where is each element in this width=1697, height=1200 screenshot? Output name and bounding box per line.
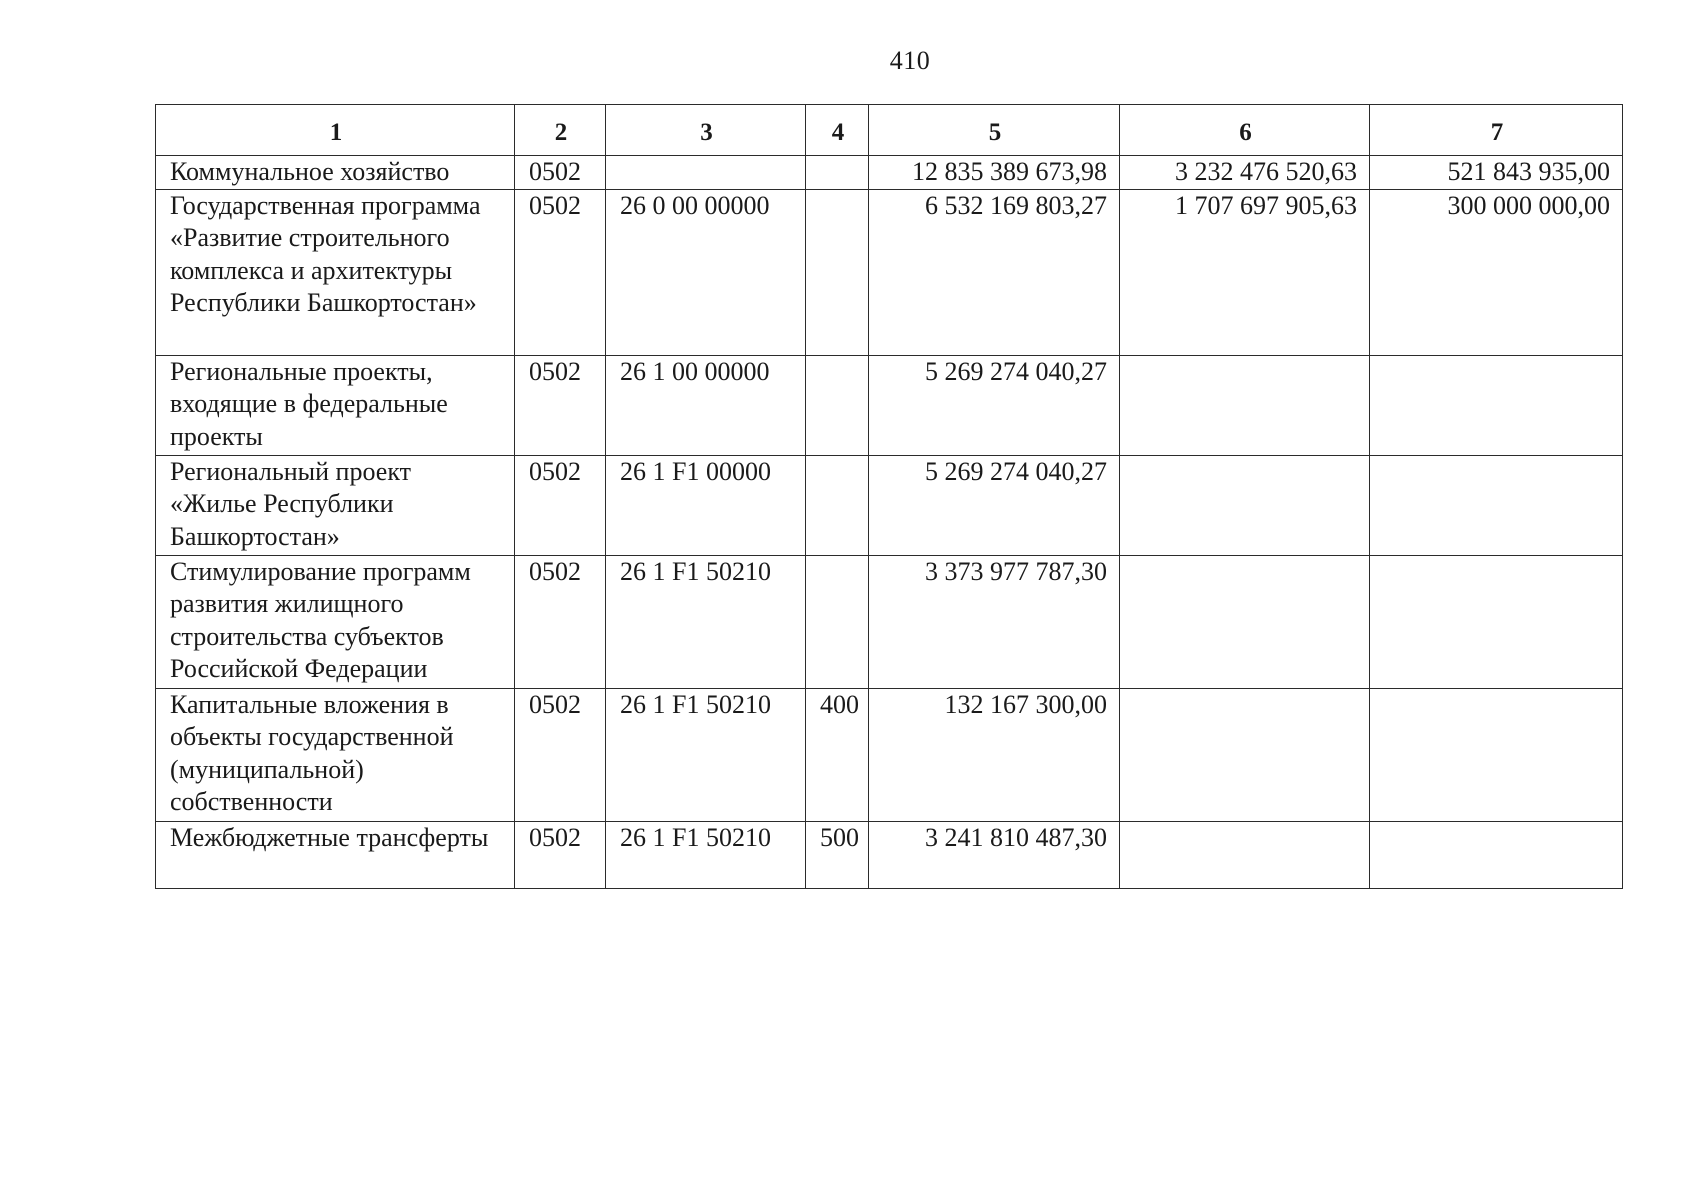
page-number: 410 [889, 46, 931, 75]
amount-col7-cell [1370, 355, 1623, 455]
table-row [156, 688, 1623, 821]
table-row [156, 555, 1623, 688]
amount-col7-cell [1370, 455, 1623, 555]
section-code-cell: 0502 [515, 189, 606, 355]
column-header: 7 [1370, 105, 1623, 156]
target-article-cell: 26 1 F1 50210 [606, 821, 806, 888]
expense-type-cell [806, 555, 869, 688]
target-article-cell: 26 1 F1 50210 [606, 688, 806, 821]
item-name-cell: Межбюджетные трансферты [156, 821, 515, 888]
item-name-cell: Коммунальное хозяйство [156, 156, 515, 190]
amount-col6-cell [1120, 688, 1370, 821]
target-article-cell [606, 156, 806, 190]
table-row [156, 189, 1623, 355]
amount-col7-cell [1370, 688, 1623, 821]
table-header-row [156, 105, 1623, 156]
section-code-cell: 0502 [515, 821, 606, 888]
column-header: 1 [156, 105, 515, 156]
amount-col6-cell: 1 707 697 905,63 [1120, 189, 1370, 355]
expense-type-cell: 500 [806, 821, 869, 888]
amount-col7-cell [1370, 555, 1623, 688]
amount-col5-cell: 5 269 274 040,27 [869, 355, 1120, 455]
section-code-cell: 0502 [515, 156, 606, 190]
amount-col7-cell: 521 843 935,00 [1370, 156, 1623, 190]
amount-col7-cell [1370, 821, 1623, 888]
item-name-cell: Региональный проект «Жилье Республики Башкортостан» [156, 455, 515, 555]
target-article-cell: 26 1 F1 00000 [606, 455, 806, 555]
amount-col5-cell: 3 373 977 787,30 [869, 555, 1120, 688]
amount-col6-cell [1120, 355, 1370, 455]
item-name-cell: Стимулирование программ развития жилищного строительства субъектов Российской Федерации [156, 555, 515, 688]
expense-type-cell: 400 [806, 688, 869, 821]
amount-col6-cell [1120, 821, 1370, 888]
amount-col5-cell: 5 269 274 040,27 [869, 455, 1120, 555]
column-header: 6 [1120, 105, 1370, 156]
section-code-cell: 0502 [515, 355, 606, 455]
table-row [156, 355, 1623, 455]
amount-col6-cell [1120, 455, 1370, 555]
section-code-cell: 0502 [515, 455, 606, 555]
column-header: 5 [869, 105, 1120, 156]
expense-type-cell [806, 355, 869, 455]
section-code-cell: 0502 [515, 688, 606, 821]
amount-col6-cell [1120, 555, 1370, 688]
amount-col5-cell: 3 241 810 487,30 [869, 821, 1120, 888]
amount-col7-cell: 300 000 000,00 [1370, 189, 1623, 355]
expense-type-cell [806, 455, 869, 555]
section-code-cell: 0502 [515, 555, 606, 688]
item-name-cell: Региональные проекты, входящие в федеральные проекты [156, 355, 515, 455]
column-header: 2 [515, 105, 606, 156]
table-row [156, 455, 1623, 555]
item-name-cell: Капитальные вложения в объекты государственной (муниципальной) собственности [156, 688, 515, 821]
budget-table [155, 104, 1623, 889]
amount-col5-cell: 12 835 389 673,98 [869, 156, 1120, 190]
table-row [156, 156, 1623, 190]
expense-type-cell [806, 156, 869, 190]
target-article-cell: 26 0 00 00000 [606, 189, 806, 355]
column-header: 3 [606, 105, 806, 156]
item-name-cell: Государственная программа «Развитие строительного комплекса и архитектуры Республики Башкортостан» [156, 189, 515, 355]
amount-col6-cell: 3 232 476 520,63 [1120, 156, 1370, 190]
column-header: 4 [806, 105, 869, 156]
amount-col5-cell: 6 532 169 803,27 [869, 189, 1120, 355]
target-article-cell: 26 1 F1 50210 [606, 555, 806, 688]
target-article-cell: 26 1 00 00000 [606, 355, 806, 455]
expense-type-cell [806, 189, 869, 355]
amount-col5-cell: 132 167 300,00 [869, 688, 1120, 821]
table-row [156, 821, 1623, 888]
